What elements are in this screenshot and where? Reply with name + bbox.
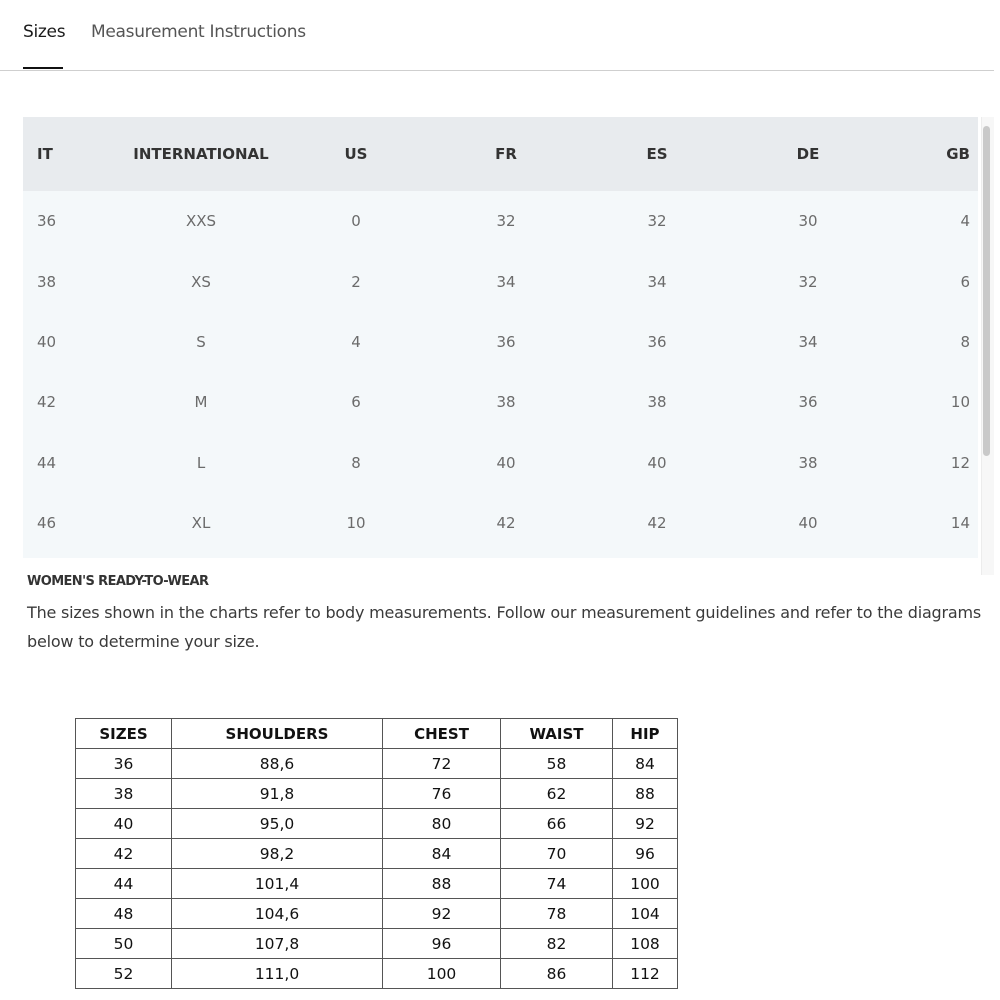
column-header-de: DE [713,117,903,191]
table-cell: 96 [383,929,501,959]
table-cell: 58 [501,749,613,779]
table-cell [713,553,903,558]
table-cell: 82 [501,929,613,959]
table-cell: 36 [37,212,57,231]
column-header-us: US [301,117,411,191]
table-cell: 78 [501,899,613,929]
column-header-international: INTERNATIONAL [101,117,301,191]
table-cell: 36 [76,749,172,779]
body-measurements-table [75,718,678,989]
column-header-fr: FR [411,117,601,191]
active-tab-indicator [23,67,63,69]
table-row [76,749,678,779]
table-cell: 96 [613,839,678,869]
table-cell: 44 [76,869,172,899]
column-header-waist: WAIST [501,719,613,749]
column-header-shoulders: SHOULDERS [172,719,383,749]
table-cell: 32 [496,212,516,231]
table-row [76,959,678,989]
table-cell: 8 [351,453,361,472]
table-cell: L [196,453,206,472]
table-cell: 101,4 [172,869,383,899]
table-cell: 84 [613,749,678,779]
size-conversion-table [23,117,978,558]
table-cell: 14 [950,514,970,533]
column-header-sizes: SIZES [76,719,172,749]
table-row [23,493,978,553]
conversion-header-row [23,117,978,191]
table-cell: 107,8 [172,929,383,959]
table-cell: 32 [647,212,667,231]
table-cell: 66 [501,809,613,839]
table-cell: 40 [76,809,172,839]
table-cell: 76 [383,779,501,809]
table-cell: 48 [76,899,172,929]
table-cell: 36 [647,332,667,351]
measurements-header-row [76,719,678,749]
table-cell: M [194,393,208,412]
table-row [23,372,978,432]
table-row [76,839,678,869]
table-cell: 40 [37,332,57,351]
table-cell: 88 [613,779,678,809]
table-cell: 84 [383,839,501,869]
table-cell: 38 [76,779,172,809]
table-cell: 4 [351,332,361,351]
table-cell: 46 [37,514,57,533]
table-cell: 36 [496,332,516,351]
table-cell: 40 [496,453,516,472]
table-cell: 10 [346,514,366,533]
table-row [23,191,978,251]
table-cell [903,553,978,558]
measurements-body [76,749,678,989]
table-cell: 70 [501,839,613,869]
table-cell: 38 [798,453,818,472]
table-cell: 100 [383,959,501,989]
table-cell: XS [191,272,211,291]
table-cell: 36 [798,393,818,412]
table-cell: 72 [383,749,501,779]
table-cell: 34 [496,272,516,291]
table-cell: XXS [185,212,217,231]
table-cell: 38 [37,272,57,291]
table-row [76,929,678,959]
table-cell: 88,6 [172,749,383,779]
table-cell [101,553,301,558]
table-cell: 4 [960,212,970,231]
table-cell: 98,2 [172,839,383,869]
table-cell: 92 [383,899,501,929]
table-cell: 62 [501,779,613,809]
table-cell [601,553,713,558]
table-cell: 38 [496,393,516,412]
column-header-it: IT [23,117,101,191]
table-cell: 42 [37,393,57,412]
table-row [76,899,678,929]
table-cell: 104 [613,899,678,929]
section-title: WOMEN'S READY-TO-WEAR [27,574,209,589]
column-header-es: ES [601,117,713,191]
table-cell: 44 [37,453,57,472]
table-row [76,869,678,899]
table-cell: 74 [501,869,613,899]
table-cell: 112 [613,959,678,989]
table-cell: 12 [950,453,970,472]
table-cell: 108 [613,929,678,959]
table-cell: S [196,332,206,351]
size-conversion-scroll-area[interactable] [23,117,978,558]
table-row [23,312,978,372]
table-row [76,779,678,809]
tab-bar [0,0,994,71]
table-cell: 38 [647,393,667,412]
table-cell: 95,0 [172,809,383,839]
table-cell [301,553,411,558]
column-header-gb: GB [903,117,978,191]
table-cell [23,553,101,558]
table-cell: 50 [76,929,172,959]
table-cell: 6 [960,272,970,291]
table-cell: 42 [647,514,667,533]
table-cell: 111,0 [172,959,383,989]
table-cell: 10 [950,393,970,412]
table-row [23,251,978,311]
tab-sizes[interactable]: Sizes [23,22,66,42]
table-cell: 80 [383,809,501,839]
table-cell: 34 [647,272,667,291]
table-cell: 0 [351,212,361,231]
table-cell: 52 [76,959,172,989]
table-cell: 86 [501,959,613,989]
table-cell: 30 [798,212,818,231]
table-cell: 34 [798,332,818,351]
table-cell: 8 [960,332,970,351]
table-cell: 6 [351,393,361,412]
table-cell: 104,6 [172,899,383,929]
table-cell: 92 [613,809,678,839]
table-row [23,433,978,493]
table-row [23,553,978,558]
scrollbar-thumb[interactable] [983,126,990,456]
column-header-hip: HIP [613,719,678,749]
table-cell: 91,8 [172,779,383,809]
tab-measurement-instructions[interactable]: Measurement Instructions [91,22,306,42]
column-header-chest: CHEST [383,719,501,749]
conversion-body [23,191,978,558]
table-cell: 42 [496,514,516,533]
table-cell [411,553,601,558]
table-cell: 2 [351,272,361,291]
table-cell: 40 [647,453,667,472]
table-row [76,809,678,839]
table-cell: 32 [798,272,818,291]
table-cell: XL [191,514,211,533]
table-cell: 40 [798,514,818,533]
table-cell: 88 [383,869,501,899]
section-description: The sizes shown in the charts refer to body measurements. Follow our measurement guidelines and refer to the diagrams below to determine your size. [27,603,982,651]
table-cell: 100 [613,869,678,899]
table-cell: 42 [76,839,172,869]
